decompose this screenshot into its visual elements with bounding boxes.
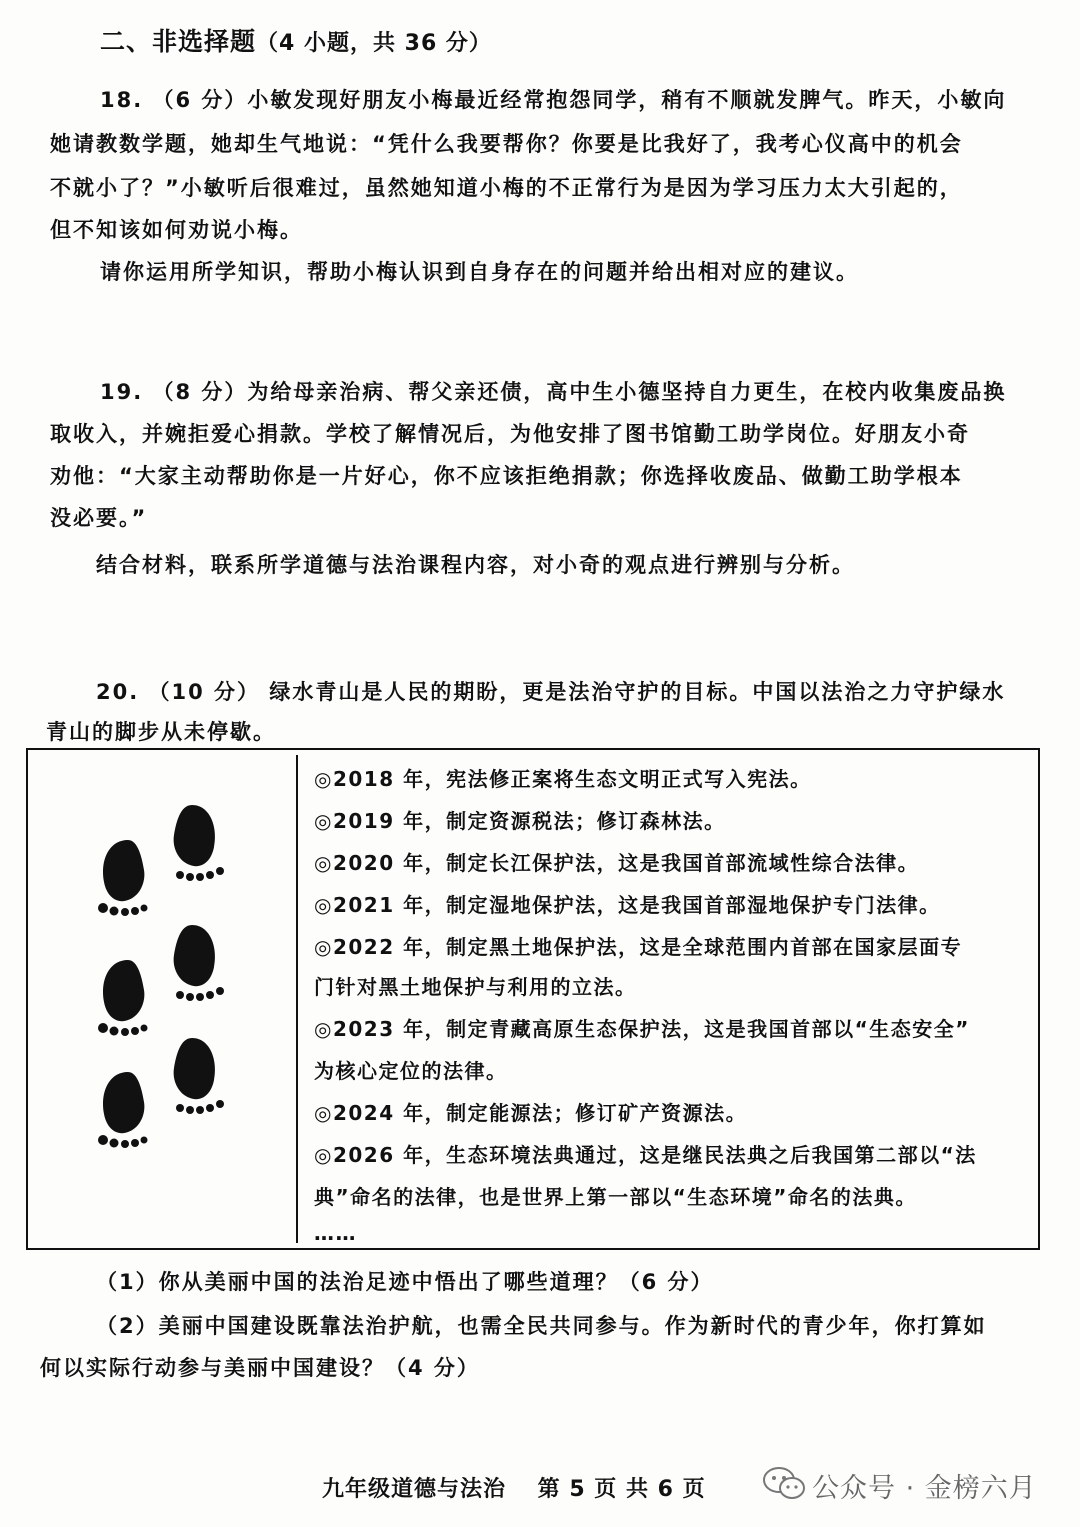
footprint-right — [174, 805, 224, 881]
timeline-2020: ◎2020 年，制定长江保护法，这是我国首部流域性综合法律。 — [314, 851, 920, 875]
q18-task: 请你运用所学知识，帮助小梅认识到自身存在的问题并给出相对应的建议。 — [100, 260, 859, 284]
timeline-divider — [296, 755, 298, 1243]
watermark-text: 公众号 · 金榜六月 — [812, 1473, 1037, 1504]
page-footer: 九年级道德与法治 第 5 页 共 6 页 — [322, 1477, 706, 1502]
q20-sub1: （1）你从美丽中国的法治足迹中悟出了哪些道理？（6 分） — [96, 1270, 714, 1294]
q19-line-4: 没必要。” — [50, 506, 148, 530]
q20-line-2: 青山的脚步从未停歇。 — [46, 720, 276, 744]
q19-line-3: 劝他：“大家主动帮助你是一片好心，你不应该拒绝捐款；你选择收废品、做勤工助学根本 — [50, 464, 963, 488]
q20-line-1: 20. （10 分） 绿水青山是人民的期盼，更是法治守护的目标。中国以法治之力守护绿水 — [96, 680, 1006, 704]
q20-sub2-line-2: 何以实际行动参与美丽中国建设？（4 分） — [40, 1356, 480, 1380]
timeline-2023-cont: 为核心定位的法律。 — [314, 1059, 508, 1083]
q19-task: 结合材料，联系所学道德与法治课程内容，对小奇的观点进行辨别与分析。 — [96, 553, 855, 577]
timeline-2022-cont: 门针对黑土地保护与利用的立法。 — [314, 975, 637, 999]
section-subtitle: （4 小题，共 36 分） — [256, 31, 492, 56]
timeline-ellipsis: …… — [314, 1221, 357, 1245]
timeline-2023: ◎2023 年，制定青藏高原生态保护法，这是我国首部以“生态安全” — [314, 1017, 970, 1041]
wechat-icon — [762, 1466, 806, 1500]
q18-line-2: 她请教数学题，她却生气地说：“凭什么我要帮你？你要是比我好了，我考心仪高中的机会 — [50, 132, 963, 156]
section-title — [100, 22, 492, 58]
q18-line-3: 不就小了？”小敏听后很难过，虽然她知道小梅的不正常行为是因为学习压力太大引起的， — [50, 176, 963, 200]
timeline-2021: ◎2021 年，制定湿地保护法，这是我国首部湿地保护专门法律。 — [314, 893, 941, 917]
timeline-2018: ◎2018 年，宪法修正案将生态文明正式写入宪法。 — [314, 767, 812, 791]
timeline-2026-cont: 典”命名的法律，也是世界上第一部以“生态环境”命名的法典。 — [314, 1185, 917, 1209]
timeline-2019: ◎2019 年，制定资源税法；修订森林法。 — [314, 809, 726, 833]
q20-sub2-line-1: （2）美丽中国建设既靠法治护航，也需全民共同参与。作为新时代的青少年，你打算如 — [96, 1314, 987, 1338]
section-title-text: 二、非选择题 — [100, 27, 257, 56]
q18-line-1: 18. （6 分）小敏发现好朋友小梅最近经常抱怨同学，稍有不顺就发脾气。昨天，小敏向 — [100, 88, 1007, 112]
timeline-2024: ◎2024 年，制定能源法；修订矿产资源法。 — [314, 1101, 748, 1125]
q19-line-1: 19. （8 分）为给母亲治病、帮父亲还债，高中生小德坚持自力更生，在校内收集废品换 — [100, 380, 1007, 404]
q18-line-4: 但不知该如何劝说小梅。 — [50, 218, 303, 242]
footprint-left — [98, 840, 148, 916]
q19-line-2: 取收入，并婉拒爱心捐款。学校了解情况后，为他安排了图书馆勤工助学岗位。好朋友小奇 — [50, 422, 970, 446]
footprints-icon — [90, 800, 250, 1160]
timeline-2022: ◎2022 年，制定黑土地保护法，这是全球范围内首部在国家层面专 — [314, 935, 963, 959]
timeline-2026: ◎2026 年，生态环境法典通过，这是继民法典之后我国第二部以“法 — [314, 1143, 977, 1167]
